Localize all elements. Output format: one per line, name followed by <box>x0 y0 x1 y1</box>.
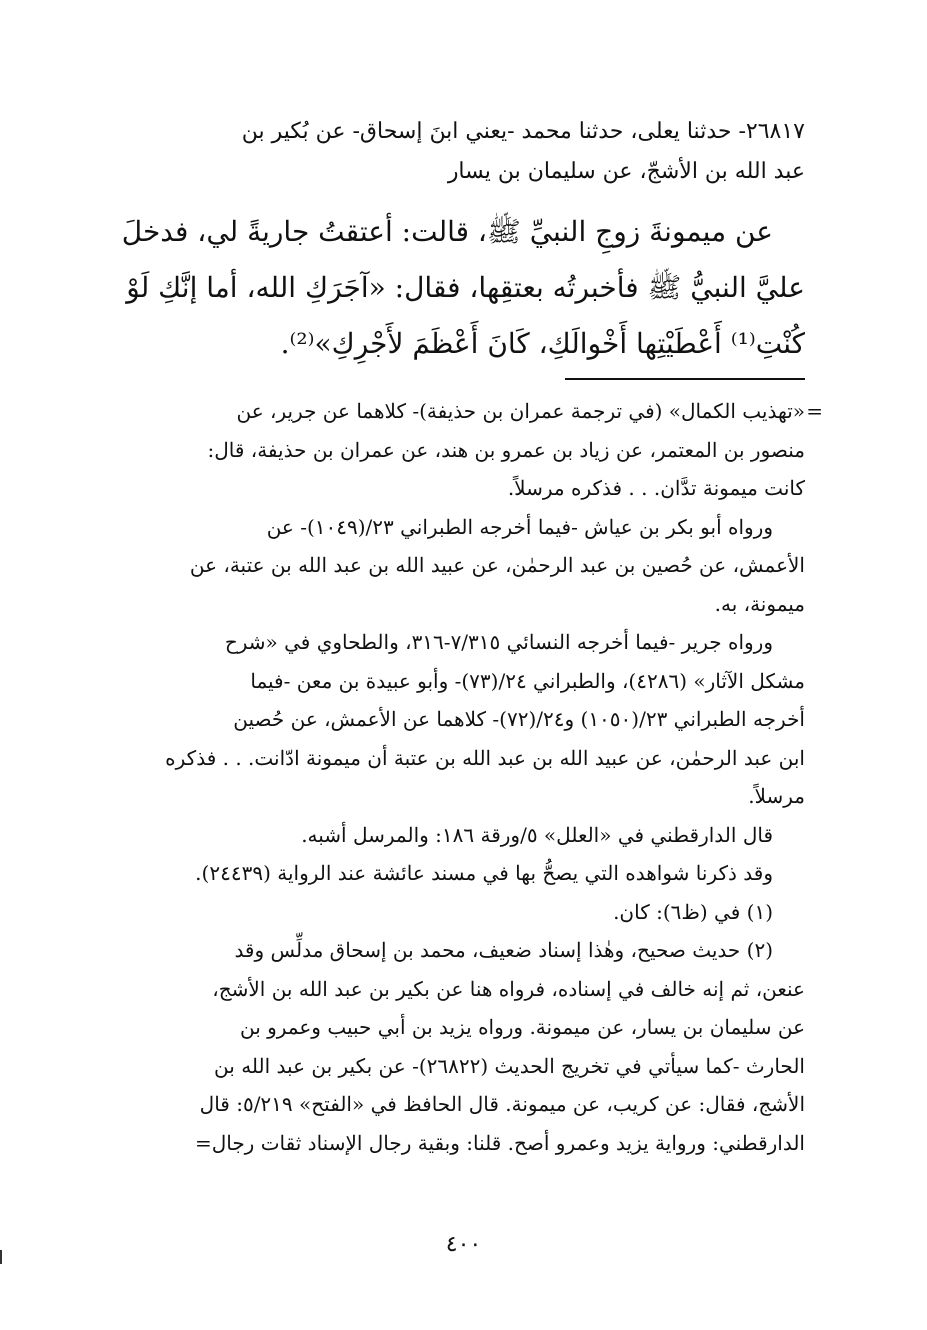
footnote-line: ورواه أبو بكر بن عياش -فيما أخرجه الطبراني ٢٣/(١٠٤٩)- عن <box>266 514 773 539</box>
continuation-mark: = <box>806 399 823 423</box>
footnote-line: الأعمش، عن حُصين بن عبد الرحمٰن، عن عبيد الله بن عبد الله بن عتبة، عن <box>189 553 805 577</box>
footnote-line: عنعن، ثم إنه خالف في إسناده، فرواه هنا عن بكير بن عبد الله بن الأشج، <box>212 976 805 1001</box>
footnote-line: الحارث -كما سيأتي في تخريج الحديث (٢٦٨٢٢)- عن بكير بن عبد الله بن <box>214 1053 805 1078</box>
hadith-text <box>105 204 805 372</box>
hadith-text-line: عليَّ النبيُّ ﷺ فأخبرتُه بعتقِها، فقال: «آجَرَكِ الله، أما إنَّكِ لَوْ <box>126 271 805 304</box>
footnote-line: «تهذيب الكمال» (في ترجمة عمران بن حذيفة)- كلاهما عن جرير، عن <box>236 399 805 423</box>
footnote-line: الدارقطني: ورواية يزيد وعمرو أصح. قلنا: وبقية رجال الإسناد ثقات رجال= <box>194 1130 805 1155</box>
footnote-line: ميمونة، به. <box>714 591 805 616</box>
footnote-separator <box>565 378 805 380</box>
footnote-1: (١) في (ظ٦): كان. <box>613 899 773 924</box>
footnote-line: أخرجه الطبراني ٢٣/(١٠٥٠) و٢٤/(٧٢)- كلاهما عن الأعمش، عن حُصين <box>233 707 805 731</box>
page-number: ٤٠٠ <box>445 1232 482 1257</box>
book-page <box>105 112 823 1162</box>
hadith-text-line: عن ميمونةَ زوجِ النبيِّ ﷺ، قالت: أعتقتُ جاريةً لي، فدخلَ <box>121 215 773 248</box>
footnote-2: (٢) حديث صحيح، وهٰذا إسناد ضعيف، محمد بن إسحاق مدلِّس وقد <box>234 938 773 962</box>
hadith-chain-line: عبد الله بن الأشجّ، عن سليمان بن يسار <box>447 159 805 184</box>
footnote-line: وقد ذكرنا شواهده التي يصحُّ بها في مسند عائشة عند الرواية (٢٤٤٣٩). <box>195 861 773 885</box>
footnote-line: مرسلاً. <box>748 784 805 808</box>
footnote-line: منصور بن المعتمر، عن زياد بن عمرو بن هند، عن عمران بن حذيفة، قال: <box>207 437 805 462</box>
footnote-line: مشكل الآثار» (٤٢٨٦)، والطبراني ٢٤/(٧٣)- وأبو عبيدة بن معن -فيما <box>250 668 805 693</box>
footnote-line: قال الدارقطني في «العلل» ٥/ورقة ١٨٦: والمرسل أشبه. <box>301 822 773 847</box>
footnotes <box>105 392 823 1162</box>
footnote-line: ورواه جرير -فيما أخرجه النسائي ٧/٣١٥-٣١٦، والطحاوي في «شرح <box>224 630 773 654</box>
hadith-chain-line: ٢٦٨١٧- حدثنا يعلى، حدثنا محمد -يعني ابنَ إسحاق- عن بُكير بن <box>241 119 805 144</box>
footnote-line: الأشج، فقال: عن كريب، عن ميمونة. قال الحافظ في «الفتح» ٥/٢١٩: قال <box>199 1092 805 1116</box>
footnote-line: عن سليمان بن يسار، عن ميمونة. ورواه يزيد بن أبي حبيب وعمرو بن <box>239 1015 805 1039</box>
scan-mark <box>0 1250 2 1264</box>
footnote-line: ابن عبد الرحمٰن، عن عبيد الله بن عبد الله بن عتبة أن ميمونة ادّانت. . . فذكره <box>165 745 805 770</box>
footnote-line: كانت ميمونة تدَّان. . . فذكره مرسلاً. <box>507 476 805 500</box>
hadith-chain <box>105 112 805 192</box>
hadith-text-line: كُنْتِ⁽¹⁾ أَعْطَيْتِها أَخْوالَكِ، كَانَ أَعْظَمَ لأَجْرِكِ»⁽²⁾. <box>280 327 805 360</box>
